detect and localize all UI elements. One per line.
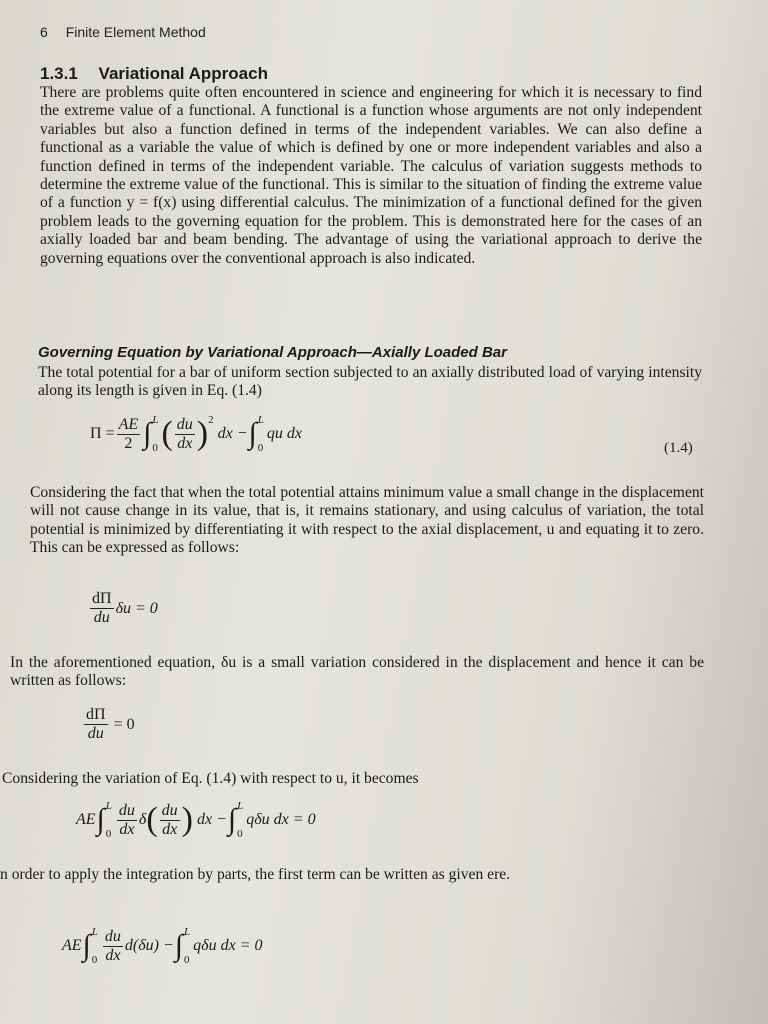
aforementioned-paragraph: In the aforementioned equation, δu is a small variation considered in the displacement and hence it can be written as follows: — [10, 654, 704, 690]
eq14-power: 2 — [208, 414, 214, 426]
eq14-du-dx: $\frac{du}{dx}$ — [176, 415, 193, 452]
integration-parts-paragraph: n order to apply the integration by parts, the first term can be written as given ere. — [0, 866, 511, 883]
page-header — [40, 24, 206, 40]
considering-variation-paragraph: Considering the variation of Eq. (1.4) with respect to u, it becomes — [2, 770, 419, 787]
section-heading — [40, 64, 268, 84]
total-potential-paragraph: The total potential for a bar of uniform section subjected to an axially distributed load of varying intensity along its length is given in Eq. (1.4) — [38, 364, 702, 400]
eq14-coef: $\frac{AE}{2}$ — [118, 415, 139, 452]
considering-fact-paragraph: Considering the fact that when the total potential attains minimum value a small change in the displacement will not cause change in its value, that is, it remains stationary, and using calculus of variation, the total potential is minimized by differentiating it with respect to the axial displacement, u and equating it to zero. This can be expressed as follows: — [30, 484, 704, 557]
equation-variation: AE ∫ L 0 $\frac{du}{dx}$ δ ( $\frac{du}{dx}$ ) dx − ∫ L 0 qδu dx = 0 — [76, 800, 316, 840]
eq14-lhs: Π = — [90, 425, 115, 442]
equation-derivative-zero: $\frac{d\Pi}{du}$ = 0 — [86, 706, 135, 742]
integral-sign: ∫ — [227, 803, 237, 836]
equation-stationary: $\frac{d\Pi}{du}$ δu = 0 — [92, 590, 158, 626]
book-title: Finite Element Method — [65, 24, 206, 40]
equation-integration-parts: AE ∫ L 0 $\frac{du}{dx}$ d(δu) − ∫ L 0 qδu dx = 0 — [62, 926, 263, 966]
equation-number: (1.4) — [664, 440, 693, 456]
integral-sign: ∫ — [82, 929, 91, 962]
equation-1-4: Π = $\frac{AE}{2}$ ∫ L 0 ( $\frac{du}{dx}$ ) 2 dx − ∫ L 0 qu dx — [90, 414, 302, 454]
integral-sign: ∫ — [96, 803, 105, 836]
page-number: 6 — [40, 24, 48, 40]
section-number: 1.3.1 — [40, 64, 78, 83]
integral-sign: ∫ — [248, 417, 257, 450]
intro-paragraph: There are problems quite often encountered in science and engineering for which it is necessary to find the extreme value of a functional. A functional is a function whose arguments are not only independent variables but also a function defined in terms of the independent variables. We can also define a functional as a variable the value of which is defined by one or more independent variables and also a function defined in terms of the independent variable. The calculus of variation suggests methods to determine the extreme value of the functional. This is similar to the situation of finding the extreme value of a function y = f(x) using differential calculus. The minimization of a functional defined for the given problem leads to the governing equation for the problem. This is demonstrated here for the cases of an axially loaded bar and beam bending. The advantage of using the variational approach to derive the governing equations over the conventional approach is also indicated. — [40, 84, 702, 267]
integral-sign: ∫ — [143, 417, 152, 450]
subsection-heading: Governing Equation by Variational Approach—Axially Loaded Bar — [38, 344, 507, 361]
integral-sign: ∫ — [174, 929, 183, 962]
section-title: Variational Approach — [98, 64, 268, 83]
